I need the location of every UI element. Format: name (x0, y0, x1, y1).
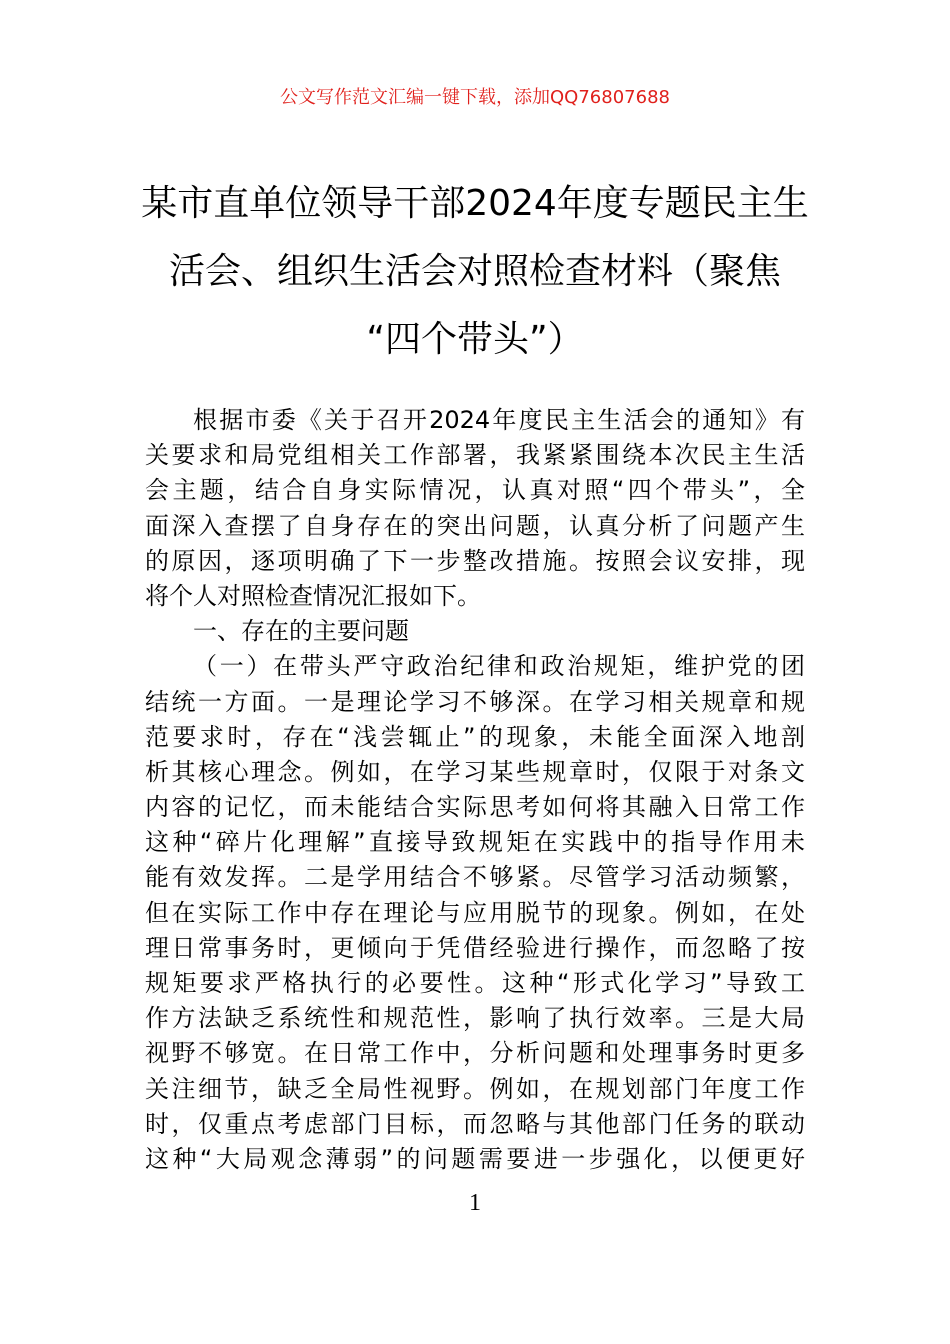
text-line: 能有效发挥。二是学用结合不够紧。尽管学习活动频繁， (145, 863, 805, 892)
text-line: （一）在带头严守政治纪律和政治规矩，维护党的团 (193, 652, 805, 681)
text-line: 这种“碎片化理解”直接导致规矩在实践中的指导作用未 (145, 828, 805, 857)
section-heading: 一、存在的主要问题 (193, 617, 409, 646)
title-line: 活会、组织生活会对照检查材料（聚焦 (168, 251, 781, 292)
text-line: 将个人对照检查情况汇报如下。 (145, 581, 481, 610)
text-line: 视野不够宽。在日常工作中，分析问题和处理事务时更多 (145, 1039, 805, 1068)
text-line: 这种“大局观念薄弱”的问题需要进一步强化，以便更好 (145, 1144, 805, 1173)
section1-paragraph (145, 649, 805, 1177)
document-title (0, 170, 950, 374)
document-body (145, 403, 805, 1177)
text-line: 析其核心理念。例如，在学习某些规章时，仅限于对条文 (145, 757, 805, 786)
text-line: 作方法缺乏系统性和规范性，影响了执行效率。三是大局 (145, 1004, 805, 1033)
intro-paragraph (145, 403, 805, 614)
text-line: 关注细节，缺乏全局性视野。例如，在规划部门年度工作 (145, 1074, 805, 1103)
download-promo-banner: 公文写作范文汇编一键下载，添加QQ76807688 (280, 87, 670, 108)
text-line: 会主题，结合自身实际情况，认真对照“四个带头”，全 (145, 476, 805, 505)
title-line: 某市直单位领导干部2024年度专题民主生 (141, 183, 809, 224)
text-line: 时，仅重点考虑部门目标，而忽略与其他部门任务的联动 (145, 1109, 805, 1138)
text-line: 结统一方面。一是理论学习不够深。在学习相关规章和规 (145, 687, 805, 716)
text-line: 但在实际工作中存在理论与应用脱节的现象。例如，在处 (145, 898, 805, 927)
title-line: “四个带头”） (366, 319, 584, 360)
text-line: 根据市委《关于召开2024年度民主生活会的通知》有 (193, 406, 805, 434)
text-line: 面深入查摆了自身存在的突出问题，认真分析了问题产生 (145, 511, 805, 540)
text-line: 内容的记忆，而未能结合实际思考如何将其融入日常工作 (145, 793, 805, 822)
text-line: 范要求时，存在“浅尝辄止”的现象，未能全面深入地剖 (145, 722, 805, 751)
text-line: 关要求和局党组相关工作部署，我紧紧围绕本次民主生活 (145, 441, 805, 470)
text-line: 理日常事务时，更倾向于凭借经验进行操作，而忽略了按 (145, 933, 805, 962)
text-line: 的原因，逐项明确了下一步整改措施。按照会议安排，现 (145, 546, 805, 575)
page-number: 1 (469, 1190, 481, 1216)
text-line: 规矩要求严格执行的必要性。这种“形式化学习”导致工 (145, 969, 805, 997)
